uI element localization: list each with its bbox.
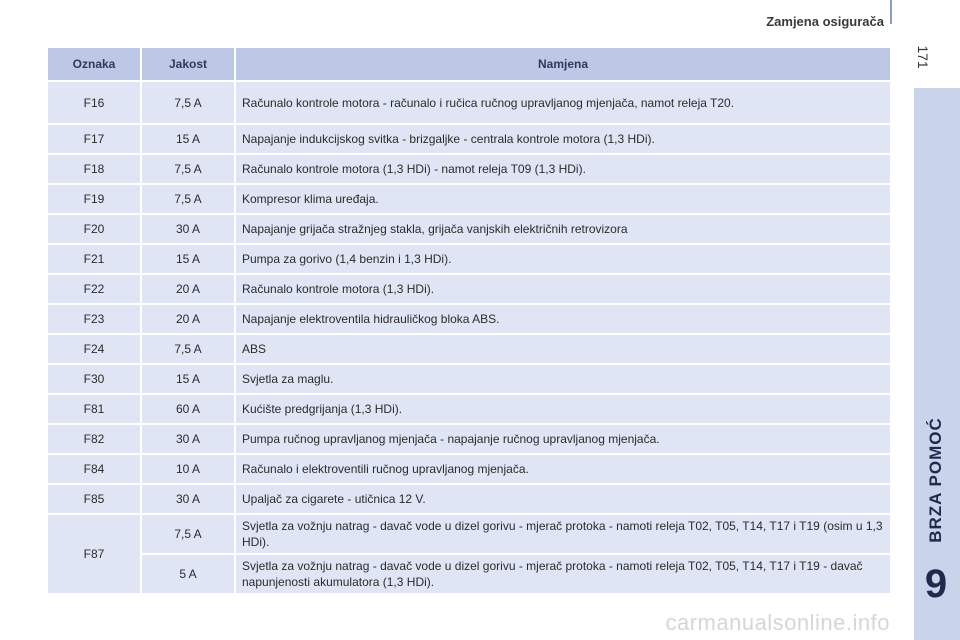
fuse-purpose: Svjetla za vožnju natrag - davač vode u dizel gorivu - mjerač protoka - namoti releja T02, T05, T14, T17 i T19 - davač napunjenosti akumulatora (1,3 HDi). [235, 554, 891, 594]
fuse-purpose: Pumpa ručnog upravljanog mjenjača - napajanje ručnog upravljanog mjenjača. [235, 424, 891, 454]
header-divider [890, 0, 892, 24]
fuse-code: F19 [47, 184, 141, 214]
fuse-purpose: Računalo i elektroventili ručnog upravljanog mjenjača. [235, 454, 891, 484]
fuse-purpose: Napajanje indukcijskog svitka - brizgaljke - centrala kontrole motora (1,3 HDi). [235, 124, 891, 154]
fuse-amperage: 7,5 A [141, 334, 235, 364]
fuse-purpose: Napajanje elektroventila hidrauličkog bloka ABS. [235, 304, 891, 334]
table-row-f87 [47, 514, 891, 554]
table-row [47, 364, 891, 394]
table-row [47, 394, 891, 424]
table-row [47, 454, 891, 484]
fuse-code: F20 [47, 214, 141, 244]
table-header-row [47, 47, 891, 81]
fuse-amperage: 60 A [141, 394, 235, 424]
table-row [47, 214, 891, 244]
table-row-f87-sub [47, 554, 891, 594]
fuse-code: F87 [47, 514, 141, 594]
table-row [47, 81, 891, 124]
page-number: 171 [915, 45, 931, 69]
fuse-code: F84 [47, 454, 141, 484]
table-row [47, 124, 891, 154]
fuse-code: F81 [47, 394, 141, 424]
fuse-table [46, 46, 892, 595]
table-body [47, 81, 891, 594]
table-row [47, 274, 891, 304]
fuse-amperage: 5 A [141, 554, 235, 594]
fuse-code: F18 [47, 154, 141, 184]
fuse-amperage: 15 A [141, 364, 235, 394]
fuse-purpose: Svjetla za maglu. [235, 364, 891, 394]
fuse-purpose: Računalo kontrole motora (1,3 HDi). [235, 274, 891, 304]
fuse-code: F23 [47, 304, 141, 334]
chapter-title [912, 400, 960, 560]
fuse-purpose: Računalo kontrole motora - računalo i ručica ručnog upravljanog mjenjača, namot releja T20. [235, 81, 891, 124]
fuse-amperage: 20 A [141, 274, 235, 304]
fuse-amperage: 15 A [141, 124, 235, 154]
fuse-amperage: 15 A [141, 244, 235, 274]
fuse-code: F24 [47, 334, 141, 364]
table-row [47, 154, 891, 184]
fuse-code: F21 [47, 244, 141, 274]
fuse-code: F82 [47, 424, 141, 454]
fuse-purpose: Kompresor klima uređaja. [235, 184, 891, 214]
fuse-code: F85 [47, 484, 141, 514]
fuse-purpose: Računalo kontrole motora (1,3 HDi) - namot releja T09 (1,3 HDi). [235, 154, 891, 184]
fuse-amperage: 7,5 A [141, 154, 235, 184]
column-header-amperage: Jakost [141, 47, 235, 81]
table-row [47, 184, 891, 214]
fuse-code: F16 [47, 81, 141, 124]
table-row [47, 484, 891, 514]
fuse-code: F30 [47, 364, 141, 394]
fuse-amperage: 7,5 A [141, 514, 235, 554]
column-header-purpose: Namjena [235, 47, 891, 81]
fuse-amperage: 10 A [141, 454, 235, 484]
table-row [47, 334, 891, 364]
chapter-title-text: BRZA POMOĆ [926, 417, 945, 543]
fuse-purpose: Napajanje grijača stražnjeg stakla, grijača vanjskih električnih retrovizora [235, 214, 891, 244]
fuse-purpose: ABS [235, 334, 891, 364]
chapter-number: 9 [924, 562, 948, 606]
fuse-purpose: Svjetla za vožnju natrag - davač vode u dizel gorivu - mjerač protoka - namoti releja T02, T05, T14, T17 i T19 (osim u 1,3 HDi). [235, 514, 891, 554]
fuse-amperage: 30 A [141, 424, 235, 454]
fuse-code: F22 [47, 274, 141, 304]
page-header-title: Zamjena osigurača [766, 14, 884, 29]
table-row [47, 244, 891, 274]
fuse-amperage: 30 A [141, 484, 235, 514]
fuse-amperage: 7,5 A [141, 184, 235, 214]
fuse-amperage: 30 A [141, 214, 235, 244]
fuse-purpose: Upaljač za cigarete - utičnica 12 V. [235, 484, 891, 514]
table-row [47, 424, 891, 454]
fuse-purpose: Pumpa za gorivo (1,4 benzin i 1,3 HDi). [235, 244, 891, 274]
table-row [47, 304, 891, 334]
fuse-purpose: Kućište predgrijanja (1,3 HDi). [235, 394, 891, 424]
watermark-text: carmanualsonline.info [665, 610, 890, 635]
fuse-amperage: 20 A [141, 304, 235, 334]
column-header-code: Oznaka [47, 47, 141, 81]
fuse-code: F17 [47, 124, 141, 154]
fuse-amperage: 7,5 A [141, 81, 235, 124]
